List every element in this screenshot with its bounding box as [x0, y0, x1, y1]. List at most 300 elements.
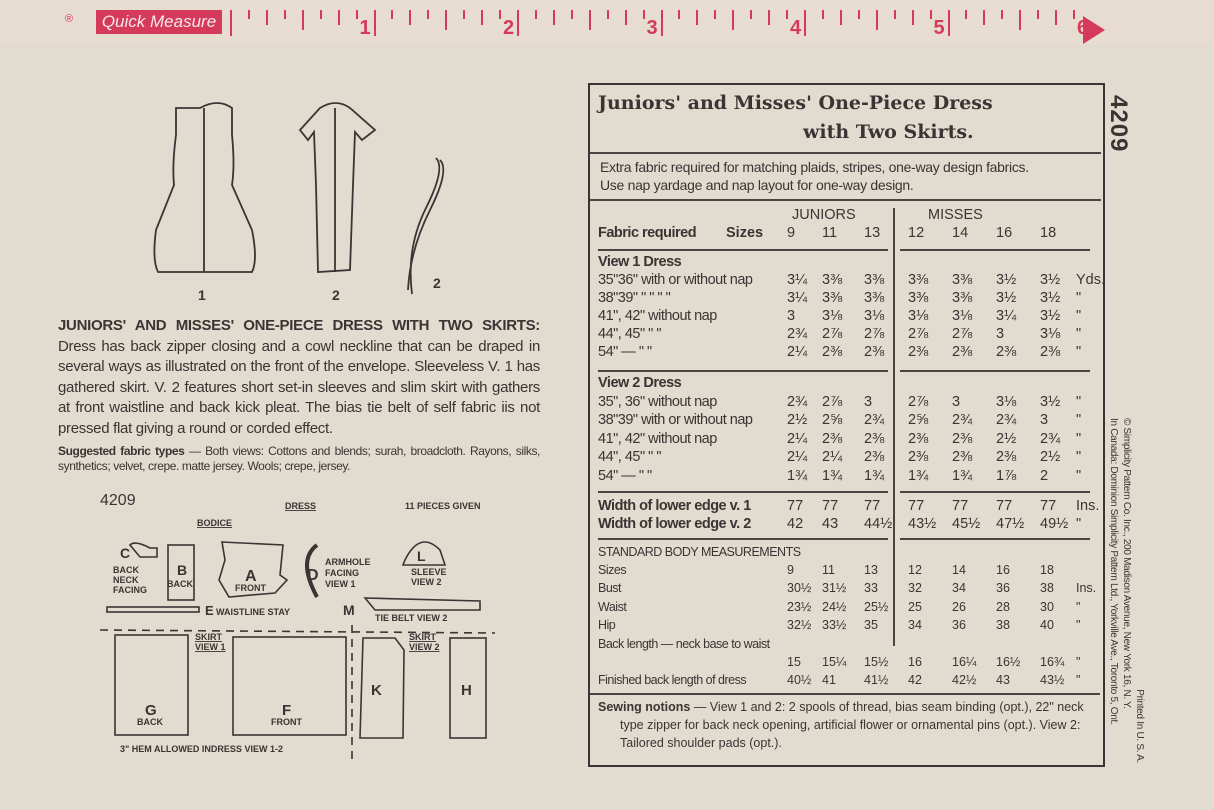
sewing-notions-text: — View 1 and 2: 2 spools of thread, bias seam binding (opt.), 22" neck type zipper for back neck opening, artificial flower or ornamental pins (opt.). View 2: Tailored shoulder pads (opt.). — [620, 700, 1084, 750]
cell-value: 2⅜ — [908, 449, 929, 465]
divider — [590, 152, 1101, 154]
cell-value: 2⅞ — [822, 326, 843, 342]
cell-value: 1¾ — [908, 467, 929, 484]
piece-d-name: VIEW 1 — [325, 579, 356, 589]
cell-value: 30½ — [787, 581, 812, 596]
ruler-tick — [230, 10, 232, 36]
table-row — [598, 272, 1106, 290]
cell-value: 16¼ — [952, 655, 977, 669]
extra-fabric-line-2: Use nap yardage and nap layout for one-way design. — [600, 177, 914, 193]
ruler-inch-label: 2 — [503, 17, 515, 39]
divider — [900, 538, 1090, 540]
view-label-2: 2 — [332, 287, 340, 303]
ruler-tick — [894, 10, 896, 19]
ruler-tick — [320, 10, 322, 19]
cell-value: 25½ — [864, 599, 889, 614]
ruler-tick — [1001, 10, 1003, 19]
cell-value: 16¾ — [1040, 655, 1065, 669]
row-label: Finished back length of dress — [598, 673, 747, 688]
row-label: 54" — " " — [598, 467, 652, 484]
cell-value: 3½ — [1040, 272, 1061, 288]
ruler-tick — [912, 10, 914, 25]
dress-illustrations — [140, 90, 480, 310]
row-label: 44", 45" " " — [598, 449, 661, 465]
unit-label: " — [1076, 467, 1082, 484]
unit-label: " — [1076, 673, 1081, 688]
ruler-inch-label: 5 — [933, 17, 945, 39]
cell-value: 43½ — [1040, 673, 1065, 688]
cell-value: 44½ — [864, 516, 893, 532]
body-measurement-row — [598, 581, 1098, 599]
cell-value: 24½ — [822, 599, 847, 614]
table-row — [598, 344, 1098, 362]
pieces-count: 11 PIECES GIVEN — [405, 501, 481, 511]
ruler-tick — [481, 10, 483, 25]
cell-value: 3⅜ — [952, 272, 973, 288]
cell-value: 2⅞ — [952, 326, 973, 342]
ruler-tick — [983, 10, 985, 25]
cell-value: 38 — [1040, 581, 1054, 596]
row-label: Sizes — [598, 563, 627, 577]
piece-d-name: FACING — [325, 568, 360, 578]
body-measurement-row — [598, 600, 1098, 618]
divider — [598, 370, 888, 372]
table-row — [598, 449, 1098, 467]
ruler-tick — [266, 10, 268, 25]
unit-label: " — [1076, 326, 1082, 342]
cell-value: 33½ — [822, 618, 847, 633]
unit-label: " — [1076, 430, 1082, 447]
sewing-notions — [598, 698, 1093, 752]
cell-value: 3⅜ — [822, 290, 843, 306]
cell-value: 2½ — [787, 412, 808, 428]
unit-label: Ins. — [1076, 498, 1100, 514]
unit-label: Ins. — [1076, 581, 1097, 596]
cell-value: 2⅜ — [864, 449, 885, 465]
cell-value: 2⅜ — [952, 449, 973, 465]
piece-h-letter: H — [461, 682, 472, 699]
row-label: 41", 42" without nap — [598, 430, 717, 447]
ruler-tick — [822, 10, 824, 19]
piece-l-letter: L — [417, 548, 426, 564]
cell-value: 2¾ — [864, 412, 885, 428]
cell-value: 33 — [864, 581, 878, 596]
cell-value: 3 — [787, 308, 796, 324]
size-group-header — [598, 207, 1098, 225]
ruler-inch-label: 4 — [790, 17, 802, 39]
copyright-line-1: © Simplicity Pattern Co. Inc., 200 Madison Avenue, New York 16, N. Y. — [1121, 418, 1132, 709]
ruler-inch-label: 3 — [646, 17, 658, 39]
unit-label: " — [1076, 290, 1082, 306]
cell-value: 3¼ — [787, 290, 808, 306]
row-label: 54" — " " — [598, 344, 652, 360]
ruler-tick — [930, 10, 932, 19]
ruler-tick — [965, 10, 967, 19]
view-label-1: 1 — [198, 287, 206, 303]
cell-value: 2⅜ — [952, 344, 973, 360]
cell-value: 43 — [822, 516, 839, 532]
row-label: 38"39" with or without nap — [598, 412, 753, 428]
piece-a-letter: A — [245, 568, 257, 585]
hem-allowance-note: 3" HEM ALLOWED INDRESS VIEW 1-2 — [120, 744, 283, 754]
cell-value: 2½ — [1040, 449, 1061, 465]
cell-value: 3⅛ — [996, 393, 1017, 410]
pieces-bodice-heading: BODICE — [197, 518, 233, 528]
cell-value: 31½ — [822, 581, 847, 596]
cell-value: 3 — [952, 393, 961, 410]
cell-value: 9 — [787, 563, 794, 577]
unit-label: " — [1076, 516, 1082, 532]
size-header: 13 — [864, 225, 881, 241]
cell-value: 42 — [787, 516, 804, 532]
cell-value: 3 — [996, 326, 1005, 342]
cell-value: 3½ — [1040, 290, 1061, 306]
cell-value: 25 — [908, 599, 922, 614]
cell-value: 2⅜ — [996, 449, 1017, 465]
piece-e-letter: E — [205, 603, 214, 618]
cell-value: 40 — [1040, 618, 1054, 633]
piece-b-name: BACK — [167, 579, 193, 589]
cell-value: 12 — [908, 563, 922, 577]
pattern-pieces-diagram — [95, 485, 505, 760]
size-header: 9 — [787, 225, 796, 241]
cell-value: 3⅛ — [1040, 326, 1061, 342]
cell-value: 3½ — [1040, 393, 1061, 410]
cell-value: 2⅜ — [952, 430, 973, 447]
extra-fabric-line-1: Extra fabric required for matching plaids, stripes, one-way design fabrics. — [600, 159, 1029, 175]
printed-in-usa: Printed In U. S. A. — [1134, 689, 1145, 763]
divider — [590, 199, 1101, 201]
cell-value: 45½ — [952, 516, 981, 532]
cell-value: 49½ — [1040, 516, 1069, 532]
cell-value: 2⅜ — [1040, 344, 1061, 360]
unit-label: Yds. — [1076, 272, 1106, 288]
body-measurement-row — [598, 673, 1098, 691]
cell-value: 2¼ — [787, 344, 808, 360]
pattern-description — [58, 316, 540, 440]
cell-value: 3¼ — [787, 272, 808, 288]
piece-c-letter: C — [120, 545, 131, 561]
table-row — [598, 468, 1098, 486]
description-heading: JUNIORS' AND MISSES' ONE-PIECE DRESS WITH TWO SKIRTS: — [58, 317, 540, 334]
cell-value: 1⅞ — [996, 467, 1017, 484]
cell-value: 2½ — [996, 430, 1017, 447]
cell-value: 38 — [996, 618, 1010, 633]
cell-value: 2⅞ — [864, 326, 885, 342]
unit-label: " — [1076, 393, 1082, 410]
cell-value: 14 — [952, 563, 966, 577]
piece-e-name: WAISTLINE STAY — [216, 607, 291, 617]
ruler-tick — [248, 10, 250, 19]
description-text: Dress has back zipper closing and a cowl neckline that can be draped in several ways as illustrated on the front of the envelope. Sleeveless V. 1 has gathered skirt. V. 2 features short set-in sleeves and slim skirt with gathers at front waistline and back kick pleat. The bias tie belt of self fabric iis not pressed flat giving a round or corded effect. — [58, 337, 540, 437]
ruler-tick — [1019, 10, 1021, 30]
cell-value: 34 — [952, 581, 966, 596]
cell-value: 3⅜ — [864, 290, 885, 306]
ruler-tick — [356, 10, 358, 19]
divider — [598, 538, 888, 540]
cell-value: 77 — [787, 498, 804, 514]
view-2-dress-drawing — [300, 103, 375, 272]
cell-value: 3⅜ — [908, 290, 929, 306]
cell-value: 2⅞ — [822, 393, 843, 410]
cell-value: 36 — [996, 581, 1010, 596]
cell-value: 47½ — [996, 516, 1025, 532]
cell-value: 3⅛ — [822, 308, 843, 324]
lower-edge-row — [598, 498, 1098, 516]
piece-l-name: SLEEVE — [411, 567, 447, 577]
cell-value: 36 — [952, 618, 966, 633]
view-1-heading-text: View 1 Dress — [598, 254, 682, 270]
piece-b-letter: B — [177, 562, 188, 578]
body-measurement-row — [598, 563, 1098, 581]
unit-label: " — [1076, 599, 1081, 614]
ruler-tick — [714, 10, 716, 19]
cell-value: 77 — [822, 498, 839, 514]
ruler-tick — [750, 10, 752, 19]
ruler-arrow-icon — [1083, 16, 1105, 44]
ruler-tick — [338, 10, 340, 25]
divider — [900, 491, 1090, 493]
fabric-required-label: Fabric required — [598, 225, 697, 241]
ruler-tick — [499, 10, 501, 19]
cell-value: 23½ — [787, 599, 812, 614]
left-text-block — [58, 316, 540, 474]
table-row — [598, 431, 1098, 449]
ruler-tick — [1037, 10, 1039, 19]
skirt-view1-label: VIEW 1 — [195, 642, 226, 652]
fabric-types — [58, 444, 540, 474]
row-label: Back length — neck base to waist — [598, 636, 770, 651]
title-line-2: with Two Skirts. — [803, 121, 974, 143]
piece-f-name: FRONT — [271, 717, 302, 727]
row-label: 35"36" with or without nap — [598, 272, 753, 288]
cell-value: 2¾ — [787, 326, 808, 342]
ruler-tick — [284, 10, 286, 19]
ruler-tick — [1073, 10, 1075, 19]
fabric-types-label: Suggested fabric types — [58, 443, 185, 458]
cell-value: 2¾ — [787, 393, 808, 410]
cell-value: 41 — [822, 673, 836, 688]
ruler-tick — [1055, 10, 1057, 25]
cell-value: 32½ — [787, 618, 812, 633]
copyright-line-2: In Canada: Dominion Simplicity Pattern Ltd., Yorkville Ave., Toronto 5, Ont. — [1108, 418, 1119, 725]
cell-value: 11 — [822, 563, 835, 577]
table-row — [598, 308, 1098, 326]
cell-value: 18 — [1040, 563, 1054, 577]
unit-label: " — [1076, 618, 1081, 633]
row-label: Bust — [598, 581, 622, 596]
title-line-1: Juniors' and Misses' One-Piece Dress — [598, 92, 993, 114]
column-divider — [893, 208, 895, 646]
cell-value: 26 — [952, 599, 966, 614]
cell-value: 43½ — [908, 516, 937, 532]
row-label: Width of lower edge v. 1 — [598, 498, 751, 514]
table-row — [598, 412, 1098, 430]
cell-value: 16½ — [996, 655, 1021, 669]
copyright-notice — [1107, 418, 1146, 763]
cell-value: 15 — [787, 655, 801, 669]
cell-value: 2⅜ — [864, 430, 885, 447]
view-1-heading — [598, 254, 1098, 272]
cell-value: 1¾ — [864, 467, 885, 484]
cell-value: 3 — [864, 393, 873, 410]
cell-value: 30 — [1040, 599, 1054, 614]
body-measurements-heading-text: STANDARD BODY MEASUREMENTS — [598, 545, 801, 559]
sewing-notions-label: Sewing notions — [598, 700, 691, 714]
cell-value: 15¼ — [822, 655, 847, 669]
cell-value: 3⅛ — [952, 308, 973, 324]
view-2-heading-text: View 2 Dress — [598, 375, 682, 391]
cell-value: 2⅞ — [908, 393, 929, 410]
misses-header: MISSES — [928, 207, 983, 223]
ruler-tick — [409, 10, 411, 25]
piece-d-name: ARMHOLE — [325, 557, 371, 567]
ruler-tick — [535, 10, 537, 19]
piece-f-letter: F — [282, 702, 292, 719]
skirt-view2-label: VIEW 2 — [409, 642, 440, 652]
ruler-tick — [858, 10, 860, 19]
divider — [598, 491, 888, 493]
ruler-tick — [553, 10, 555, 25]
piece-c-name: BACK — [113, 565, 139, 575]
cell-value: 2⅞ — [908, 326, 929, 342]
ruler-tick — [445, 10, 447, 30]
cell-value: 2⅜ — [822, 344, 843, 360]
cell-value: 2 — [1040, 467, 1049, 484]
registered-mark: ® — [65, 13, 74, 25]
piece-k-letter: K — [371, 682, 382, 699]
size-header: 16 — [996, 225, 1013, 241]
cell-value: 2¾ — [996, 412, 1017, 428]
cell-value: 3⅜ — [908, 272, 929, 288]
ruler-tick — [302, 10, 304, 30]
sizes-label: Sizes — [726, 225, 764, 241]
cell-value: 3⅜ — [864, 272, 885, 288]
ruler-inch-label: 6 — [1077, 17, 1089, 39]
pieces-dress-heading: DRESS — [285, 501, 317, 511]
cell-value: 40½ — [787, 673, 812, 688]
cell-value: 32 — [908, 581, 922, 596]
ruler-tick — [804, 10, 806, 36]
table-row — [598, 394, 1098, 412]
cell-value: 34 — [908, 618, 922, 633]
cell-value: 1¾ — [822, 467, 843, 484]
ruler-tick — [391, 10, 393, 19]
cell-value: 42½ — [952, 673, 977, 688]
cell-value: 2⅜ — [822, 430, 843, 447]
piece-l-name: VIEW 2 — [411, 577, 442, 587]
row-label: 35", 36" without nap — [598, 393, 717, 410]
cell-value: 77 — [952, 498, 969, 514]
divider — [590, 693, 1100, 695]
piece-g-letter: G — [145, 702, 157, 719]
piece-g-name: BACK — [137, 717, 163, 727]
ruler-tick — [732, 10, 734, 30]
unit-label: " — [1076, 449, 1082, 465]
ruler-tick — [678, 10, 680, 19]
row-label: Hip — [598, 618, 616, 633]
piece-c-name: FACING — [113, 585, 148, 595]
cell-value: 1¾ — [787, 467, 808, 484]
piece-a-name: FRONT — [235, 583, 266, 593]
divider — [900, 370, 1090, 372]
cell-value: 2⅜ — [908, 344, 929, 360]
size-header: 14 — [952, 225, 969, 241]
view-1-dress-drawing — [154, 103, 255, 272]
cell-value: 2¾ — [1040, 430, 1061, 447]
cell-value: 2¼ — [822, 449, 843, 465]
cell-value: 3 — [1040, 412, 1049, 428]
cell-value: 3½ — [1040, 308, 1061, 324]
cell-value: 43 — [996, 673, 1010, 688]
cell-value: 77 — [1040, 498, 1057, 514]
table-row — [598, 326, 1098, 344]
row-label: 41", 42" without nap — [598, 308, 717, 324]
unit-label: " — [1076, 412, 1082, 428]
cell-value: 2¼ — [787, 430, 808, 447]
unit-label: " — [1076, 655, 1081, 669]
sizes-header-row — [598, 225, 1098, 243]
cell-value: 42 — [908, 673, 922, 688]
unit-label: " — [1076, 344, 1082, 360]
body-measurement-row — [598, 637, 1098, 655]
cell-value: 15½ — [864, 655, 889, 669]
cell-value: 3½ — [996, 272, 1017, 288]
pattern-number: 4209 — [1105, 95, 1132, 153]
cell-value: 77 — [864, 498, 881, 514]
tie-belt-drawing — [408, 158, 443, 294]
lower-edge-row — [598, 516, 1098, 534]
unit-label: " — [1076, 308, 1082, 324]
cell-value: 16 — [996, 563, 1010, 577]
body-measurement-row — [598, 618, 1098, 636]
ruler-tick — [571, 10, 573, 19]
cell-value: 3⅜ — [952, 290, 973, 306]
cell-value: 13 — [864, 563, 878, 577]
size-header: 18 — [1040, 225, 1057, 241]
view-2-heading — [598, 375, 1098, 393]
cell-value: 77 — [908, 498, 925, 514]
cell-value: 41½ — [864, 673, 889, 688]
ruler-tick — [643, 10, 645, 19]
cell-value: 2⅜ — [996, 344, 1017, 360]
ruler-tick — [948, 10, 950, 36]
cell-value: 3⅜ — [822, 272, 843, 288]
ruler-tick — [589, 10, 591, 30]
pieces-pattern-number: 4209 — [100, 492, 136, 509]
cell-value: 77 — [996, 498, 1013, 514]
cell-value: 2⅝ — [908, 412, 929, 428]
row-label: Width of lower edge v. 2 — [598, 516, 751, 532]
cell-value: 2⅜ — [864, 344, 885, 360]
size-header: 11 — [822, 225, 838, 241]
ruler-tick — [463, 10, 465, 19]
cell-value: 28 — [996, 599, 1010, 614]
view-label-belt: 2 — [433, 275, 441, 291]
cell-value: 16 — [908, 655, 922, 669]
ruler-tick — [374, 10, 376, 36]
measuring-ruler — [0, 0, 1214, 45]
cell-value: 2¼ — [787, 449, 808, 465]
ruler-tick — [786, 10, 788, 19]
table-row — [598, 290, 1098, 308]
cell-value: 3¼ — [996, 308, 1017, 324]
cell-value: 3⅛ — [908, 308, 929, 324]
size-header: 12 — [908, 225, 925, 241]
ruler-tick — [427, 10, 429, 19]
cell-value: 2¾ — [952, 412, 973, 428]
quick-measure-label: Quick Measure — [96, 10, 222, 34]
